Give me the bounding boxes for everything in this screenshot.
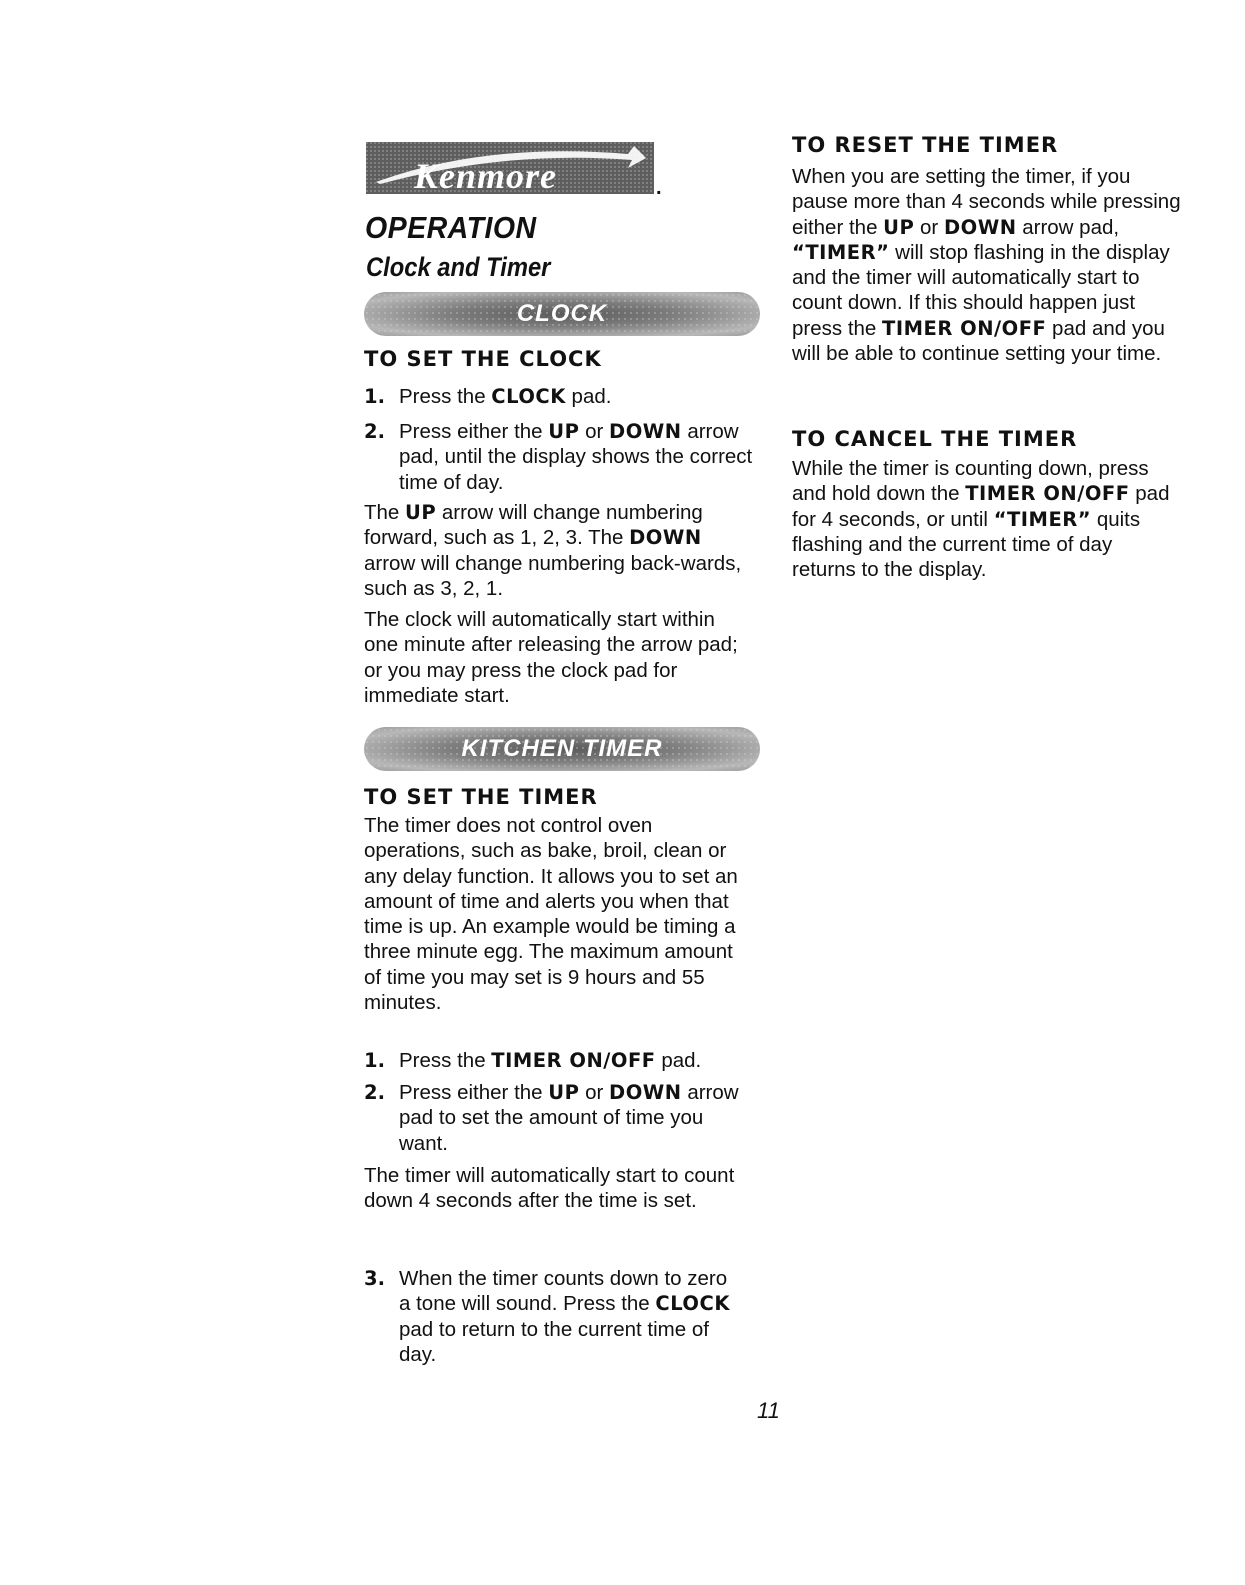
para-text: quits flashing and the current time of day returns to the display. [792,507,1141,582]
step-number: 2. [364,420,385,443]
cancel-timer-paragraph [792,456,1177,582]
step-keyword: CLOCK [655,1292,730,1316]
para-keyword: UP [405,501,437,524]
step-number: 1. [364,385,385,408]
timer-intro-paragraph: The timer does not control oven operations, such as bake, broil, clean or any delay function. It allows you to set an amount of time and alerts you when that time is up. An example would be timing a three minute egg. The maximum amount of time you may set is 9 hours and 55 minutes. [364,814,738,1015]
step-number: 1. [364,1049,385,1072]
step-number: 3. [364,1267,385,1290]
step-keyword: CLOCK [491,385,566,408]
reset-timer-paragraph [792,164,1190,366]
para-keyword: DOWN [943,215,1017,239]
step-keyword: DOWN [609,1081,682,1104]
para-keyword: UP [883,215,915,239]
step-text: Press either the [399,1081,549,1104]
kenmore-logo-graphic [366,142,670,197]
clock-start-paragraph: The clock will automatically start within one minute after releasing the arrow pad; or you may press the clock pad for immediate start. [364,608,738,707]
timer-step-3 [364,1266,739,1367]
para-keyword: TIMER ON/OFF [965,482,1130,506]
kenmore-logo [366,142,670,197]
para-text: arrow will change numbering forward, such as 1, 2, 3. The [364,501,703,550]
para-keyword: “TIMER” [993,507,1092,531]
timer-step-1 [364,1048,799,1073]
reset-timer-heading: TO RESET THE TIMER [792,133,1059,157]
page-title: OPERATION [365,210,537,245]
step-text: pad. [655,1049,702,1072]
step-text: arrow pad to set the amount of time you want. [399,1081,739,1155]
kitchen-timer-banner-label: KITCHEN TIMER [461,735,663,762]
para-text: pad and you will be able to continue setting your time. [792,316,1165,366]
set-clock-heading: TO SET THE CLOCK [364,347,602,371]
para-text: or [914,215,944,239]
para-text: When you are setting the timer, if you pause more than 4 seconds while pressing either the [792,165,1181,239]
step-text: Press the [399,1049,492,1072]
para-keyword: TIMER ON/OFF [882,316,1047,340]
para-text: While the timer is counting down, press and hold down the [792,457,1149,506]
clock-banner-label: CLOCK [516,300,608,327]
step-text: When the timer counts down to zero a tone will sound. Press the [399,1267,728,1316]
step-text: arrow pad, until the display shows the correct time of day. [399,420,753,494]
para-text: The [364,501,406,524]
para-keyword: “TIMER” [792,240,890,264]
para-text: will stop flashing in the display and the timer will automatically start to count down. If this should happen just press the [792,240,1170,340]
step-text: or [579,1081,610,1104]
para-text: arrow pad, [1016,215,1120,239]
kenmore-mark: . [656,177,662,197]
cancel-timer-heading: TO CANCEL THE TIMER [792,427,1078,451]
para-text: pad for 4 seconds, or until [792,482,1170,531]
step-keyword: TIMER ON/OFF [491,1049,656,1072]
step-text: Press either the [399,420,549,443]
set-timer-heading: TO SET THE TIMER [364,785,598,809]
step-keyword: UP [548,420,580,443]
kenmore-wordmark: Kenmore [414,156,558,196]
clock-step-1 [364,384,794,409]
step-text: or [579,420,610,443]
clock-arrow-paragraph [364,500,744,601]
para-text: arrow will change numbering back-wards, such as 3, 2, 1. [364,551,742,600]
timer-step-2 [364,1080,739,1156]
clock-banner [364,292,760,336]
step-text: Press the [399,385,492,408]
page-subtitle: Clock and Timer [366,252,551,282]
clock-step-2 [364,419,771,495]
step-keyword: DOWN [609,420,682,443]
step-text: pad to return to the current time of day. [399,1317,709,1366]
para-keyword: DOWN [629,526,702,550]
kitchen-timer-banner [364,727,760,771]
step-keyword: UP [548,1081,580,1104]
page-number: 11 [757,1398,780,1423]
timer-countdown-paragraph: The timer will automatically start to count down 4 seconds after the time is set. [364,1164,735,1213]
step-text: pad. [565,385,612,408]
step-number: 2. [364,1081,385,1104]
